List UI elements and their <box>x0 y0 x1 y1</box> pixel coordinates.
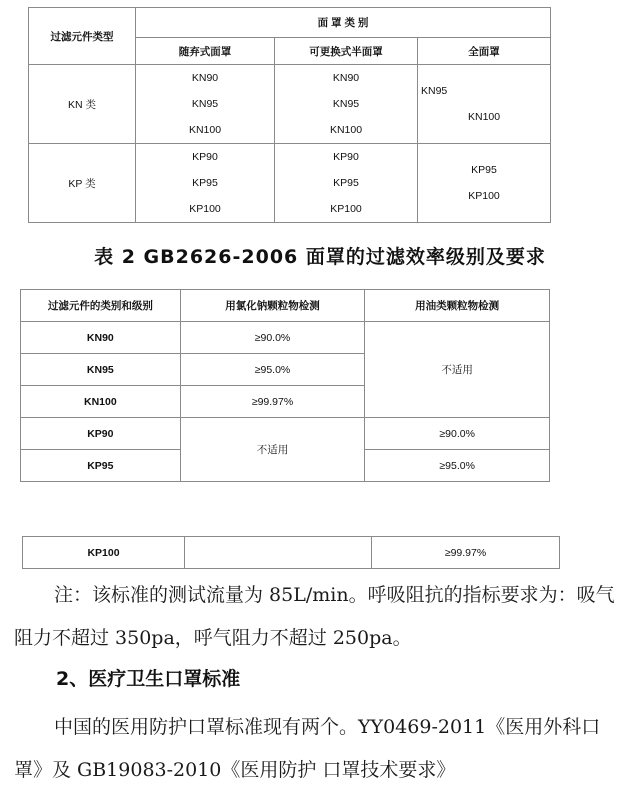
cell-value: KP95 <box>471 164 497 176</box>
oil-cell: ≥90.0% <box>365 418 550 450</box>
level-cell: KN90 <box>21 322 181 354</box>
oil-cell: ≥99.97% <box>372 537 560 569</box>
table-row <box>21 418 550 450</box>
table-row <box>23 537 560 569</box>
kn-disposable-cell <box>136 65 275 144</box>
nacl-cell: ≥99.97% <box>180 386 365 418</box>
cell-value: KN95 <box>421 85 448 97</box>
oil-cell: ≥95.0% <box>365 450 550 482</box>
cell-value: KN100 <box>329 124 363 136</box>
mask-category-header: 面 罩 类 别 <box>136 8 551 38</box>
row-type-kn: KN 类 <box>29 65 136 144</box>
nacl-cell <box>185 537 372 569</box>
col-full-face: 全面罩 <box>418 38 551 65</box>
col-nacl: 用氯化钠颗粒物检测 <box>180 290 365 322</box>
kn-replaceable-cell <box>275 65 418 144</box>
cell-value: KP100 <box>330 203 362 215</box>
table-row <box>29 144 551 223</box>
oil-not-applicable: 不适用 <box>365 322 550 418</box>
cell-value: KN100 <box>188 124 222 136</box>
col-replaceable: 可更换式半面罩 <box>275 38 418 65</box>
table-caption: 表 2 GB2626-2006 面罩的过滤效率级别及要求 <box>94 246 546 268</box>
cell-value: KP100 <box>468 190 500 202</box>
section-heading: 2、医疗卫生口罩标准 <box>56 668 241 690</box>
level-cell: KN95 <box>21 354 181 386</box>
table-row <box>21 322 550 354</box>
row-type-kp: KP 类 <box>29 144 136 223</box>
level-cell: KP95 <box>21 450 181 482</box>
nacl-cell: ≥95.0% <box>180 354 365 386</box>
cell-value: KN100 <box>468 111 501 123</box>
cell-value: KN90 <box>191 72 219 84</box>
col-disposable: 随弃式面罩 <box>136 38 275 65</box>
filter-efficiency-table-continued <box>22 536 560 569</box>
nacl-cell: ≥90.0% <box>180 322 365 354</box>
col-level: 过滤元件的类别和级别 <box>21 290 181 322</box>
mask-type-table <box>28 7 551 223</box>
cell-value: KN90 <box>332 72 360 84</box>
cell-value: KP95 <box>192 177 218 189</box>
level-cell: KN100 <box>21 386 181 418</box>
cell-value: KP90 <box>333 151 359 163</box>
kp-full-cell <box>418 144 551 223</box>
kn-full-cell <box>418 65 551 144</box>
cell-value: KP90 <box>192 151 218 163</box>
note-text: 注：该标准的测试流量为 85L/min。呼吸阻抗的指标要求为：吸气阻力不超过 350pa，呼气阻力不超过 250pa。 <box>14 584 615 649</box>
filter-efficiency-table <box>20 289 550 482</box>
level-cell: KP100 <box>23 537 185 569</box>
kp-replaceable-cell <box>275 144 418 223</box>
cell-value: KP95 <box>333 177 359 189</box>
nacl-not-applicable: 不适用 <box>180 418 365 482</box>
body-paragraph: 中国的医用防护口罩标准现有两个。YY0469-2011《医用外科口罩》及 GB19083-2010《医用防护 口罩技术要求》 <box>14 716 601 781</box>
level-cell: KP90 <box>21 418 181 450</box>
table-row <box>29 65 551 144</box>
kp-disposable-cell <box>136 144 275 223</box>
cell-value: KN95 <box>191 98 219 110</box>
filter-type-header: 过滤元件类型 <box>29 8 136 65</box>
col-oil: 用油类颗粒物检测 <box>365 290 550 322</box>
cell-value: KN95 <box>332 98 360 110</box>
cell-value: KP100 <box>189 203 221 215</box>
